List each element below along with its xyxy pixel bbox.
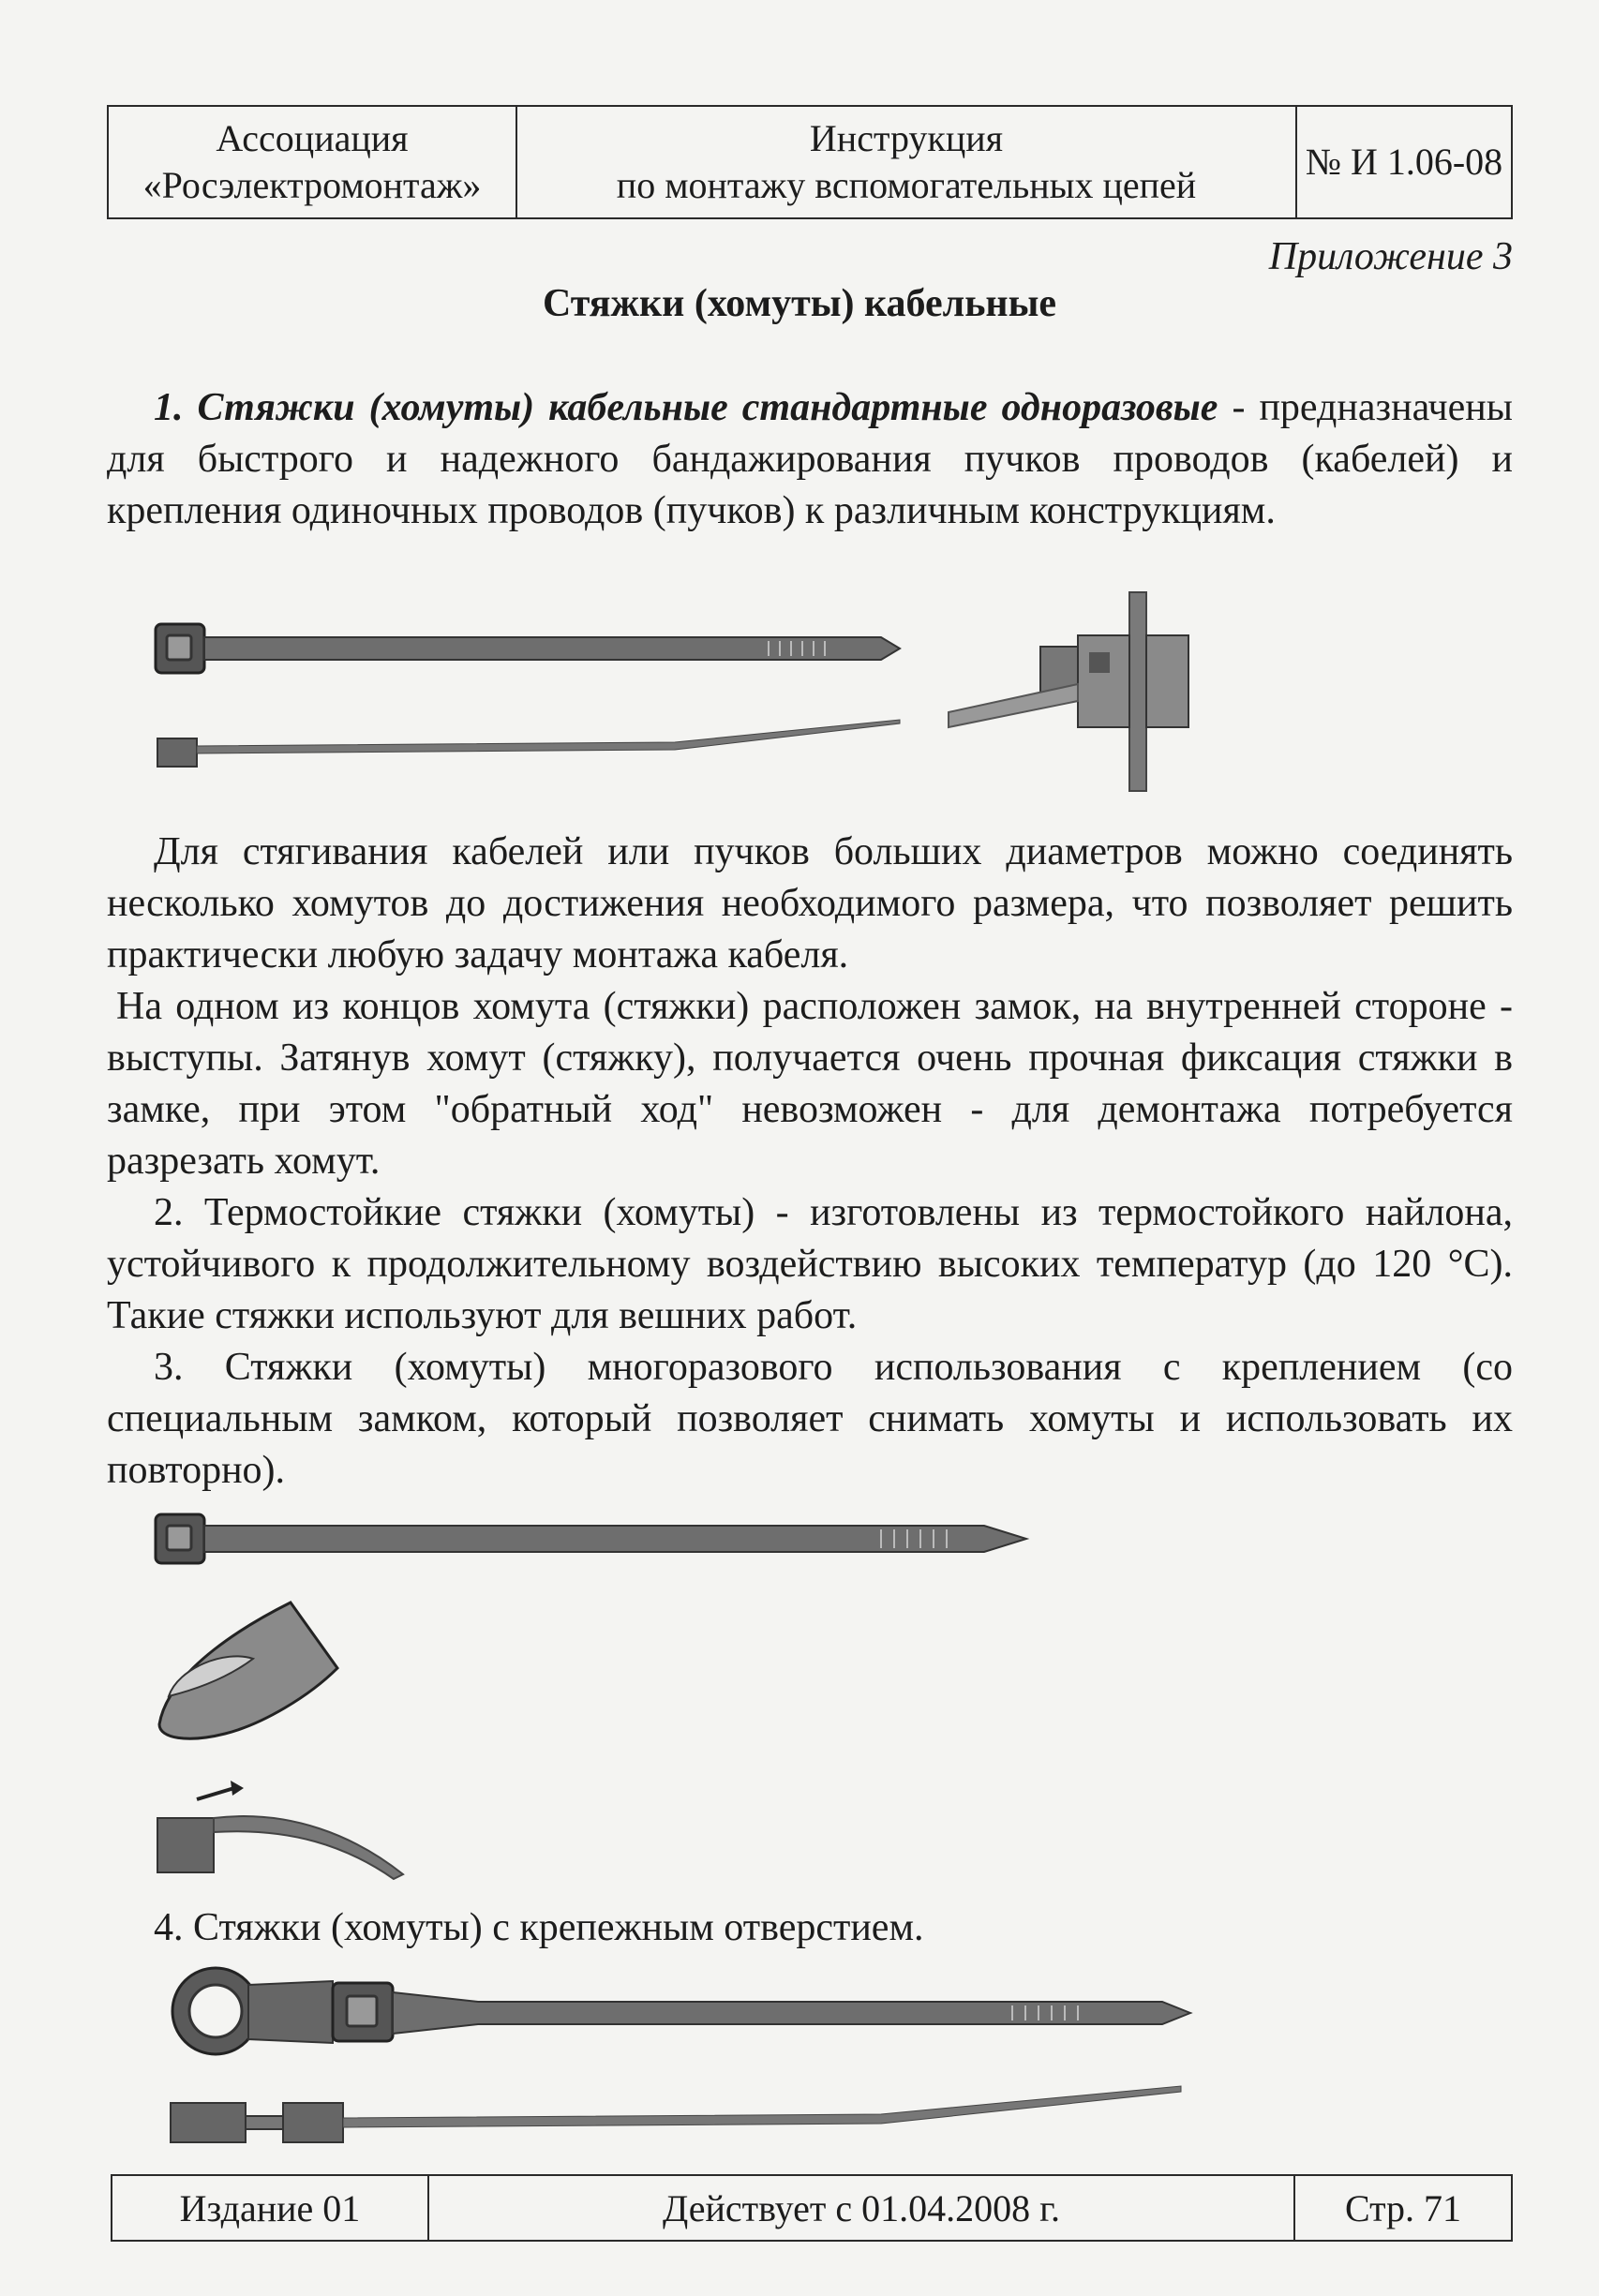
header-table [107,105,1513,219]
organization-line-1: Ассоциация [216,117,409,159]
figure-reusable-tie [150,1509,1031,1884]
section-1-text: - предназначены для быстрого и надежного бандажирования пучков проводов (кабелей) и крепления одиночных проводов (пучков) к различным конструкциям. [107,386,1513,532]
tie-side-view [157,720,900,767]
figure-lock-closeup [947,590,1228,797]
header-instruction [516,106,1296,218]
page-title: Стяжки (хомуты) кабельные [542,282,1057,325]
mounting-tie-top-view [172,1968,1190,2054]
section-1-paragraph [107,382,1513,537]
section-1-heading: 1. Стяжки (хомуты) кабельные стандартные одноразовые [154,386,1218,429]
reusable-tie-top-view [156,1514,1026,1563]
organization-line-2: «Росэлектромонтаж» [142,164,482,206]
figure-standard-tie [150,619,900,778]
figure-mounting-hole-tie [169,1964,1190,2152]
section-4-paragraph: 4. Стяжки (хомуты) с крепежным отверстием. [154,1906,924,1949]
footer-effective-date: Действует с 01.04.2008 г. [428,2175,1294,2241]
instruction-line-1: Инструкция [809,117,1004,159]
header-organization [108,106,516,218]
tie-top-view [156,624,900,673]
section-3-paragraph: 3. Стяжки (хомуты) многоразового использования с креплением (со специальным замком, который позволяет снимать хомуты и использовать их повторно). [107,1346,1513,1492]
header-doc-number: № И 1.06-08 [1296,106,1512,218]
finger-release-illustration [157,1603,403,1879]
instruction-line-2: по монтажу вспомогательных цепей [616,164,1197,206]
mounting-tie-side-view [171,2086,1181,2142]
footer-edition: Издание 01 [112,2175,428,2241]
footer-table [111,2174,1513,2242]
paragraph-joining: Для стягивания кабелей или пучков больших диаметров можно соединять несколько хомутов до достижения необходимого размера, что позволяет решить практически любую задачу монтажа кабеля. [107,830,1513,977]
appendix-label: Приложение 3 [1268,235,1513,278]
footer-page-number: Стр. 71 [1294,2175,1512,2241]
paragraph-lock: На одном из концов хомута (стяжки) расположен замок, на внутренней стороне - выступы. Затянув хомут (стяжку), получается очень прочная фиксация стяжки в замке, при этом "обратный ход" невозможен - для демонтажа потребуется разрезать хомут. [107,985,1513,1183]
section-2-paragraph: 2. Термостойкие стяжки (хомуты) - изготовлены из термостойкого найлона, устойчивого к продолжительному воздействию высоких температур (до 120 °С). Такие стяжки используют для вешних работ. [107,1191,1513,1337]
